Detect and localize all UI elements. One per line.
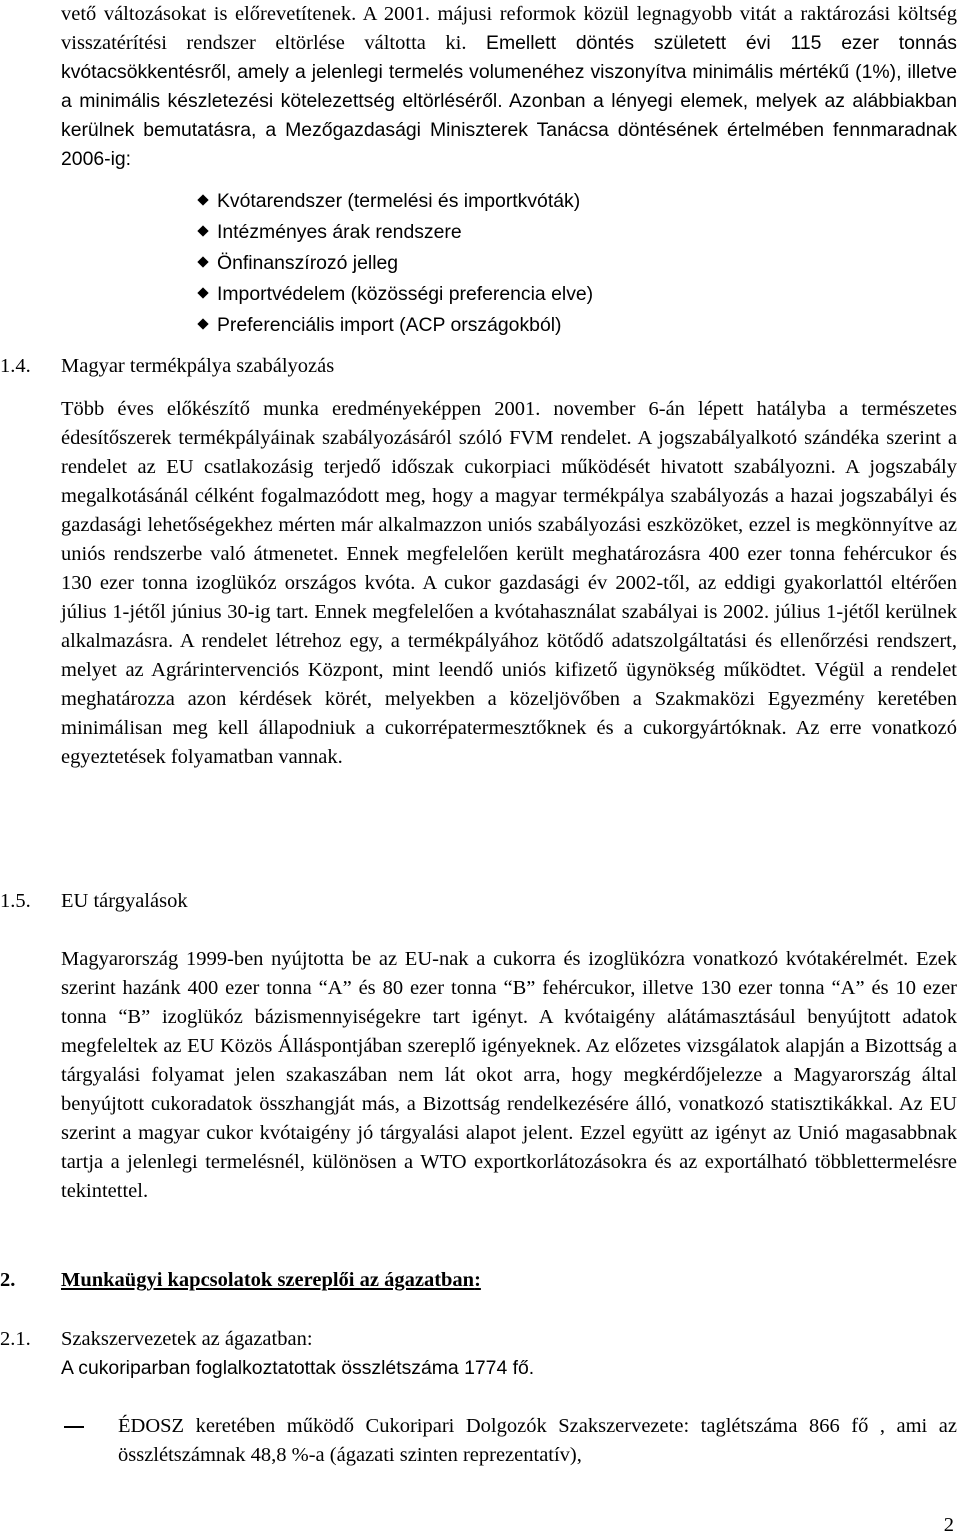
dash-list — [61, 1412, 957, 1470]
section-title: EU tárgyalások — [61, 890, 188, 912]
bullet-item: Preferenciális import (ACP országokból) — [196, 310, 593, 341]
section-number: 2. — [0, 1269, 16, 1291]
section-1-4-body: Több éves előkészítő munka eredményeképpen 2001. november 6-án lépett hatályba a természetes édesítőszerek termékpályáinak szabályozásáról szóló FVM rendelet. A jogszabályalkotó szándéka szerint a rendelet az EU csatlakozásig terjedő időszak cukorpiaci működését hivatott szabályozni. A jogszabály megalkotásánál célként fogalmazódott meg, hogy a magyar termékpálya szabályozás a hazai jogszabályi és gazdasági lehetőségekhez mérten már alkalmazzon uniós szabályozási eszközöket, ezzel is megkönnyítve az uniós rendszerbe való átmenetet. Ennek megfelelően került meghatározásra 400 ezer tonna fehércukor és 130 ezer tonna izoglükóz országos kvóta. A cukor gazdasági év 2002-től, az eddigi gyakorlattól eltérően július 1-jétől június 30-ig tart. Ennek megfelelően a kvótahasználat szabályai is 2002. július 1-jétől kerülnek alkalmazásra. A rendelet létrehoz egy, a termékpályához kötődő adatszolgáltatási és ellenőrzési rendszert, melyet az Agrárintervenciós Központ, mint leendő uniós kifizető ügynökség működtet. Végül a rendelet meghatározza azon kérdések körét, melyekben a közeljövőben a Szakmaközi Egyezmény keretében minimálisan meg kell állapodniuk a cukorrépatermesztőknek és a cukorgyártóknak. Az erre vonatkozó egyeztetések folyamatban vannak. — [61, 398, 957, 768]
intro-serif-text: vető változásokat is előrevetítenek. A 2001. májusi reformok közül legnagyobb vitát a raktározási költség visszatérítési rendszer eltörlése váltotta ki. — [61, 3, 957, 54]
section-number: 1.4. — [0, 355, 31, 377]
bullet-item: Importvédelem (közösségi preferencia elve) — [196, 279, 593, 310]
section-title: Magyar termékpálya szabályozás — [61, 355, 335, 377]
diamond-bullet-icon — [197, 257, 208, 268]
intro-sans-text: Emellett döntés született évi 115 ezer tonnás kvótacsökkentésről, amely a jelenlegi termelés volumenéhez viszonyítva minimális mértékű (1%), illetve a minimális készletezési kötelezettség eltörléséről. Azonban a lényegi elemek, melyek az alábbiakban kerülnek bemutatásra, a Mezőgazdasági Miniszterek Tanácsa döntésének értelmében fennmaradnak 2006-ig: — [61, 32, 957, 170]
section-heading-2-1 — [0, 1325, 900, 1354]
diamond-bullet-icon — [197, 319, 208, 330]
bullet-item: Önfinanszírozó jelleg — [196, 248, 593, 279]
diamond-bullet-icon — [197, 288, 208, 299]
section-title: Munkaügyi kapcsolatok szereplői az ágazatban — [61, 1269, 475, 1291]
section-heading-1-4 — [0, 352, 900, 381]
section-heading-2 — [0, 1266, 900, 1295]
section-2-1-body: A cukoriparban foglalkoztatottak összlétszáma 1774 fő. — [61, 1357, 535, 1379]
diamond-bullet-icon — [197, 226, 208, 237]
bullet-item: Intézményes árak rendszere — [196, 217, 593, 248]
bullet-list — [196, 186, 593, 341]
diamond-bullet-icon — [197, 195, 208, 206]
bullet-item: Kvótarendszer (termelési és importkvóták) — [196, 186, 593, 217]
page-number: 2 — [943, 1514, 954, 1536]
dash-bullet-icon — [64, 1426, 84, 1428]
section-1-5-body: Magyarország 1999-ben nyújtotta be az EU-nak a cukorra és izoglükózra vonatkozó kvótakérelmét. Ezek szerint hazánk 400 ezer tonna “A” és 80 ezer tonna “B” fehércukor, illetve 130 ezer tonna “A” és 10 ezer tonna “B” izoglükóz bázismennyiségekre tart igényt. A kvótaigény alátámasztásául benyújtott adatok megfeleltek az EU Közös Álláspontjában szereplő igényeknek. Az előzetes vizsgálatok alapján a Bizottság a tárgyalási folyamat jelen szakaszában nem lát okot arra, hogy megkérdőjelezze a Magyarország által benyújtott cukoradatok összhangját más, a Bizottság rendelkezésére álló, vonatkozó statisztikákkal. Az EU szerint a magyar cukor kvótaigény jó tárgyalási alapot jelent. Ezzel együtt az igényt az Unió magasabbnak tartja a jelenlegi termelésnél, különösen a WTO exportkorlátozásokra és az exportálható többlettermelésre tekintettel. — [61, 948, 957, 1202]
dash-list-item: ÉDOSZ keretében működő Cukoripari Dolgozók Szakszervezete: taglétszáma 866 fő , ami az összlétszámnak 48,8 %-a (ágazati szinten reprezentatív), — [61, 1412, 957, 1470]
section-title-colon: : — [474, 1269, 481, 1291]
intro-paragraph — [61, 0, 957, 174]
section-number: 1.5. — [0, 890, 31, 912]
section-number: 2.1. — [0, 1328, 31, 1350]
section-title: Szakszervezetek az ágazatban: — [61, 1328, 313, 1350]
section-heading-1-5 — [0, 887, 900, 916]
